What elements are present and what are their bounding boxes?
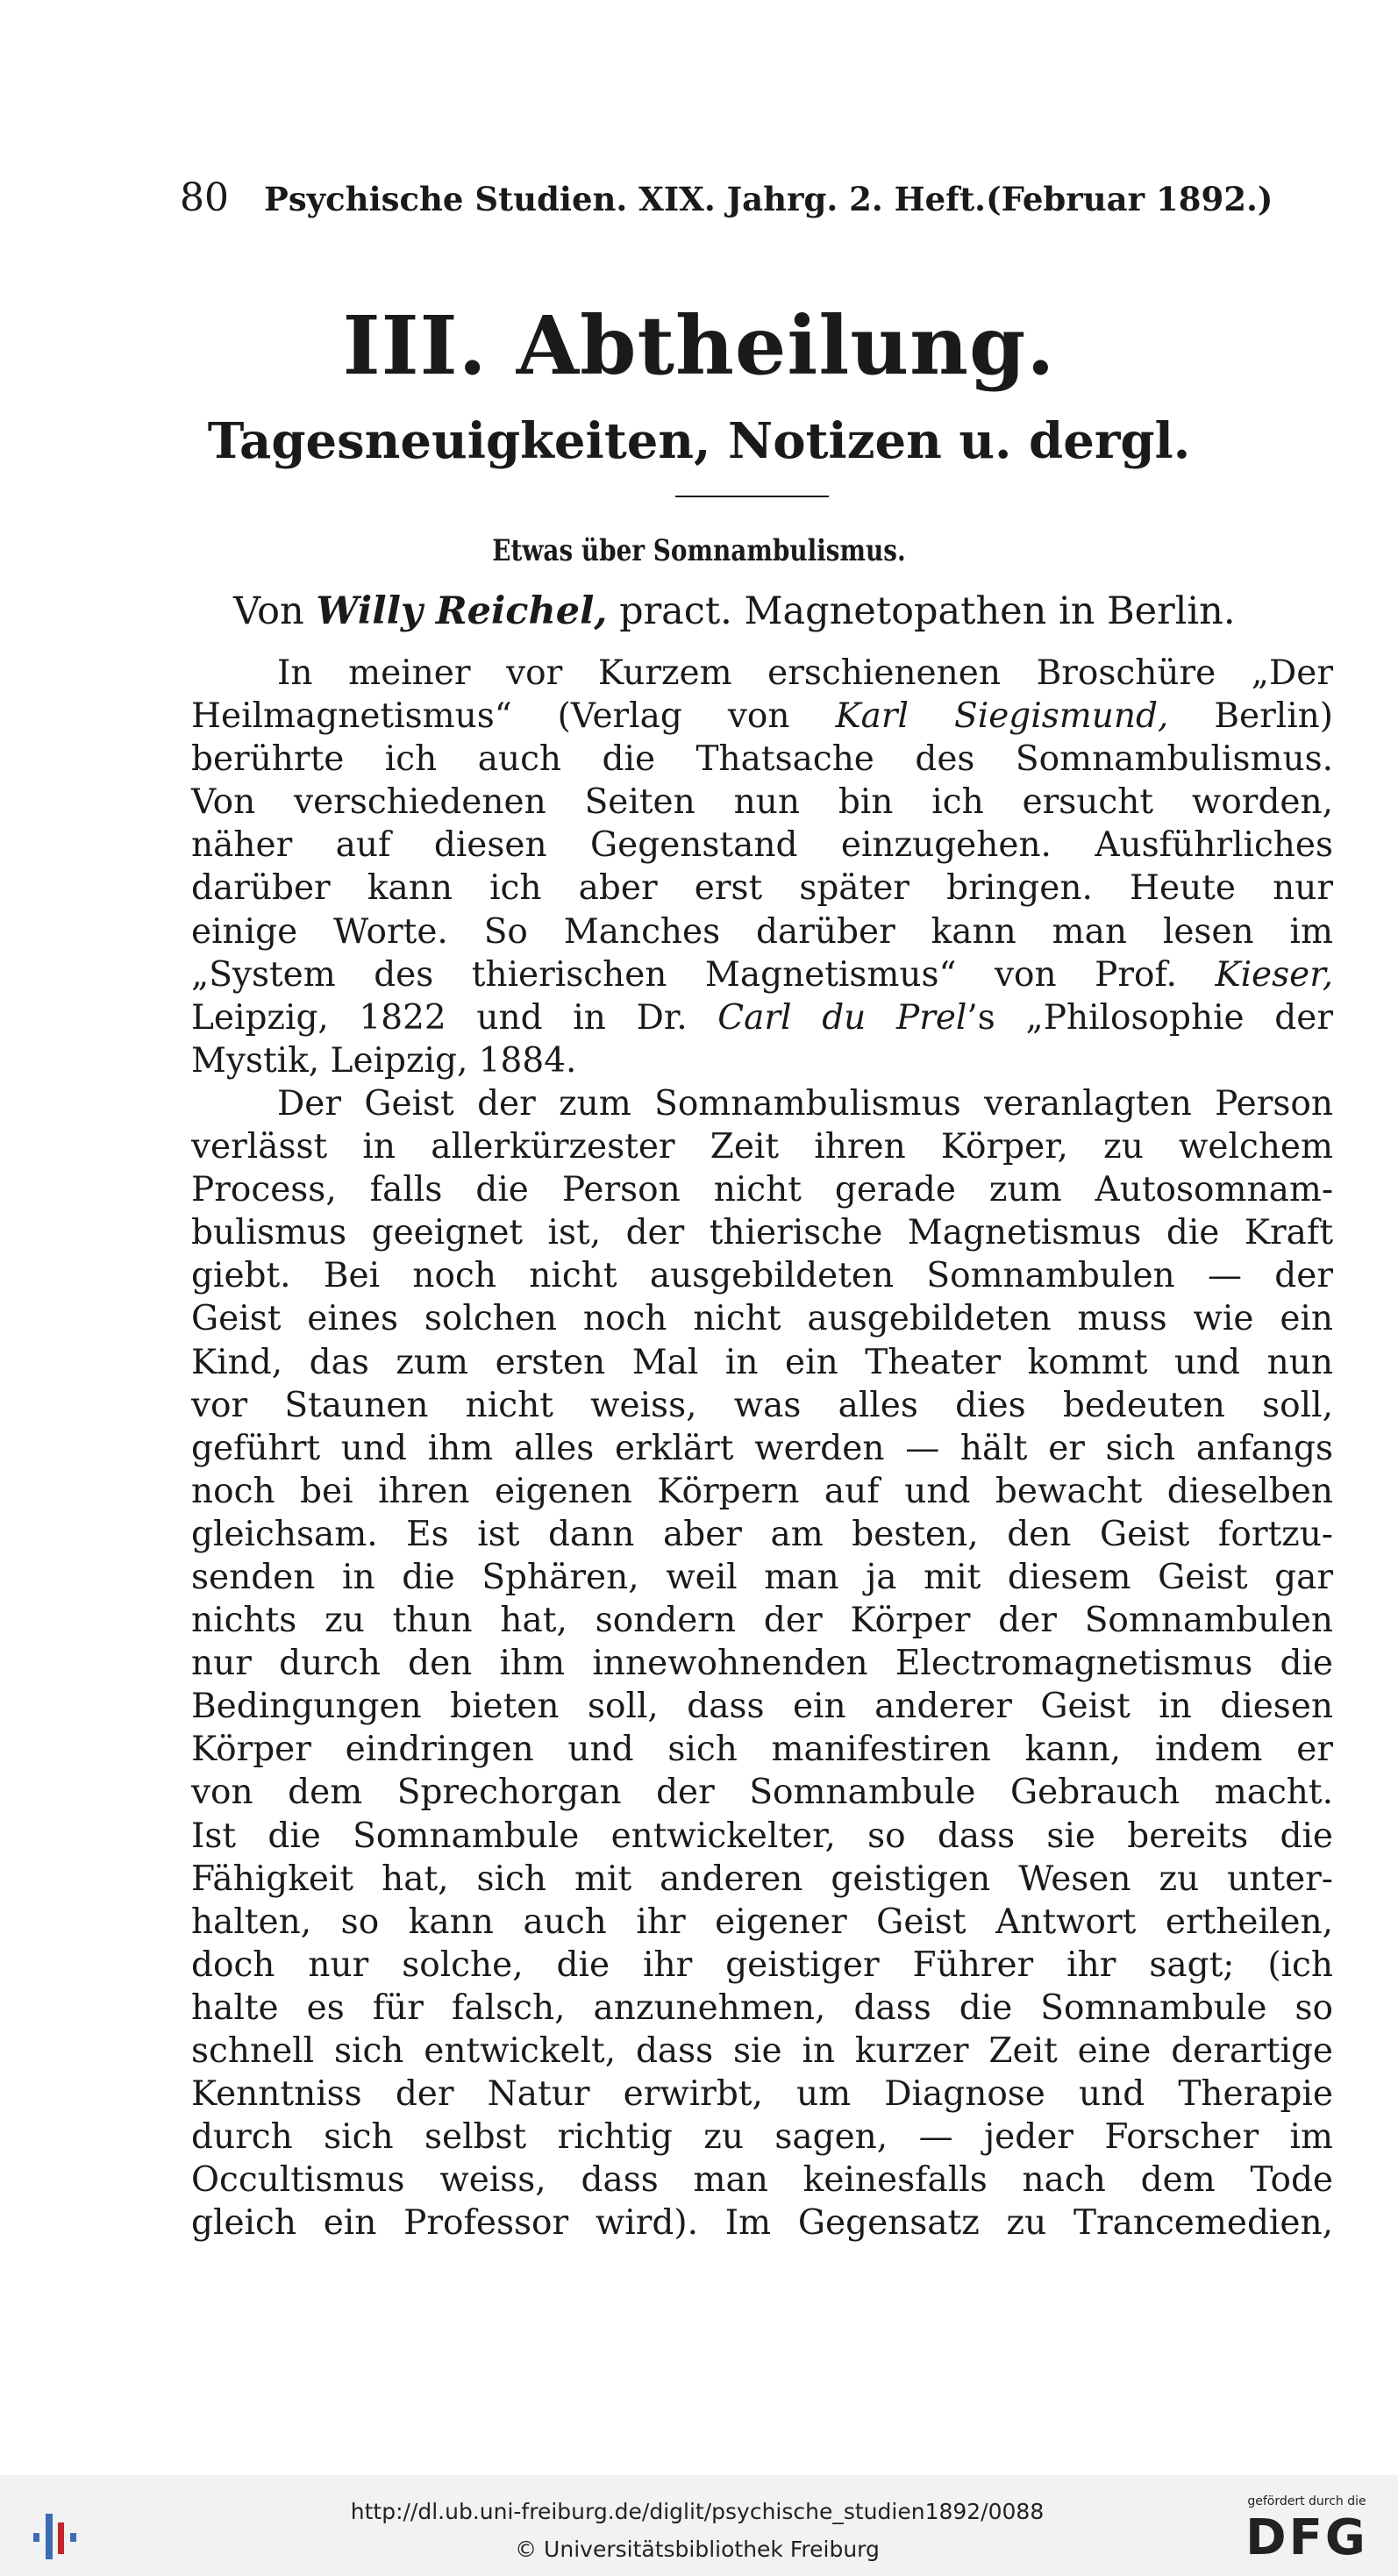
text-line: Bedingungen bieten soll, dass ein anderer Geist in diesen bbox=[191, 1687, 1333, 1727]
article-body bbox=[191, 652, 1333, 2244]
copyright-notice: © Universitätsbibliothek Freiburg bbox=[515, 2537, 880, 2562]
text-line: Geist eines solchen noch nicht ausgebildeten muss wie ein bbox=[191, 1299, 1333, 1339]
text-line: giebt. Bei noch nicht ausgebildeten Somnambulen — der bbox=[191, 1256, 1333, 1296]
text-line: Heilmagnetismus“ (Verlag von Karl Siegismund, Berlin) bbox=[191, 696, 1334, 737]
text-line: durch sich selbst richtig zu sagen, — jeder Forscher im bbox=[191, 2117, 1333, 2158]
text-line: Von verschiedenen Seiten nun bin ich ersucht worden, bbox=[191, 782, 1333, 823]
cited-author: Carl du Prel bbox=[717, 997, 967, 1038]
publisher-name: Karl Siegismund, bbox=[835, 696, 1169, 737]
text-line: darüber kann ich aber erst später bringen. Heute nur bbox=[191, 868, 1333, 909]
text-line: halten, so kann auch ihr eigener Geist Antwort ertheilen, bbox=[191, 1902, 1333, 1942]
section-subtitle: Tagesneuigkeiten, Notizen u. dergl. bbox=[207, 412, 1191, 470]
author-name: Willy Reichel, bbox=[316, 589, 608, 633]
text-line: geführt und ihm alles erklärt werden — hält er sich anfangs bbox=[191, 1428, 1333, 1468]
dfg-sponsor bbox=[1232, 2494, 1381, 2573]
text-line: Kenntniss der Natur erwirbt, um Diagnose und Therapie bbox=[191, 2074, 1333, 2115]
text-line: In meiner vor Kurzem erschienenen Broschüre „Der bbox=[277, 653, 1333, 693]
text-line: Kind, das zum ersten Mal in ein Theater kommt und nun bbox=[191, 1342, 1333, 1382]
text-line: verlässt in allerkürzester Zeit ihren Körper, zu welchem bbox=[191, 1127, 1333, 1167]
article-title: Etwas über Somnambulismus. bbox=[492, 533, 906, 568]
cited-author: Kieser, bbox=[1215, 954, 1333, 995]
text-line: senden in die Sphären, weil man ja mit diesem Geist gar bbox=[191, 1557, 1333, 1597]
byline-prefix: Von bbox=[233, 589, 304, 633]
dfg-logo: DFG bbox=[1245, 2509, 1368, 2566]
running-head bbox=[180, 175, 1273, 220]
permalink-url[interactable]: http://dl.ub.uni-freiburg.de/diglit/psychische_studien1892/0088 bbox=[350, 2499, 1045, 2524]
author-role: pract. Magnetopathen in Berlin. bbox=[619, 589, 1236, 633]
byline bbox=[233, 589, 1312, 633]
text-line: Process, falls die Person nicht gerade zum Autosomnam- bbox=[191, 1170, 1333, 1210]
text-line: „System des thierischen Magnetismus“ von Prof. Kieser, bbox=[191, 954, 1333, 995]
section-title: III. Abtheilung. bbox=[342, 298, 1056, 393]
text-line: Körper eindringen und sich manifestiren kann, indem er bbox=[191, 1730, 1333, 1770]
text-line: noch bei ihren eigenen Körpern auf und bewacht dieselben bbox=[191, 1471, 1333, 1511]
text-line: vor Staunen nicht weiss, was alles dies bedeuten soll, bbox=[191, 1385, 1333, 1425]
text-line: Fähigkeit hat, sich mit anderen geistigen Wesen zu unter- bbox=[191, 1859, 1333, 1899]
text-line: gleichsam. Es ist dann aber am besten, den Geist fortzu- bbox=[191, 1514, 1333, 1554]
text-line: halte es für falsch, anzunehmen, dass die Somnambule so bbox=[191, 1987, 1333, 2028]
journal-title: Psychische Studien. XIX. Jahrg. 2. Heft. bbox=[264, 180, 987, 218]
title-rule bbox=[675, 496, 829, 497]
dfg-caption: gefördert durch die bbox=[1247, 2494, 1366, 2508]
text-line: Mystik, Leipzig, 1884. bbox=[191, 1040, 577, 1081]
text-line: Leipzig, 1822 und in Dr. Carl du Prel’s „Philosophie der bbox=[191, 997, 1333, 1038]
library-logo-icon bbox=[26, 2487, 88, 2566]
text-line: berührte ich auch die Thatsache des Somnambulismus. bbox=[191, 739, 1333, 780]
text-line: doch nur solche, die ihr geistiger Führer ihr sagt; (ich bbox=[191, 1944, 1333, 1985]
text-line: von dem Sprechorgan der Somnambule Gebrauch macht. bbox=[191, 1773, 1333, 1813]
text-line: nichts zu thun hat, sondern der Körper der Somnambulen bbox=[191, 1601, 1333, 1641]
text-line: nur durch den ihm innewohnenden Electromagnetismus die bbox=[191, 1644, 1333, 1684]
text-line: näher auf diesen Gegenstand einzugehen. Ausführliches bbox=[191, 825, 1333, 866]
page-number: 80 bbox=[180, 175, 229, 220]
text-line: Der Geist der zum Somnambulismus veranlagten Person bbox=[277, 1083, 1333, 1124]
text-line: Ist die Somnambule entwickelter, so dass sie bereits die bbox=[191, 1816, 1333, 1856]
viewer-footer bbox=[0, 2475, 1398, 2576]
text-line: einige Worte. So Manches darüber kann man lesen im bbox=[191, 911, 1333, 952]
issue-date: (Februar 1892.) bbox=[986, 180, 1273, 218]
text-line: gleich ein Professor wird). Im Gegensatz zu Trancemedien, bbox=[191, 2203, 1333, 2244]
text-line: schnell sich entwickelt, dass sie in kurzer Zeit eine derartige bbox=[191, 2031, 1333, 2071]
text-line: bulismus geeignet ist, der thierische Magnetismus die Kraft bbox=[191, 1213, 1333, 1253]
text-line: Occultismus weiss, dass man keinesfalls nach dem Tode bbox=[191, 2160, 1333, 2201]
